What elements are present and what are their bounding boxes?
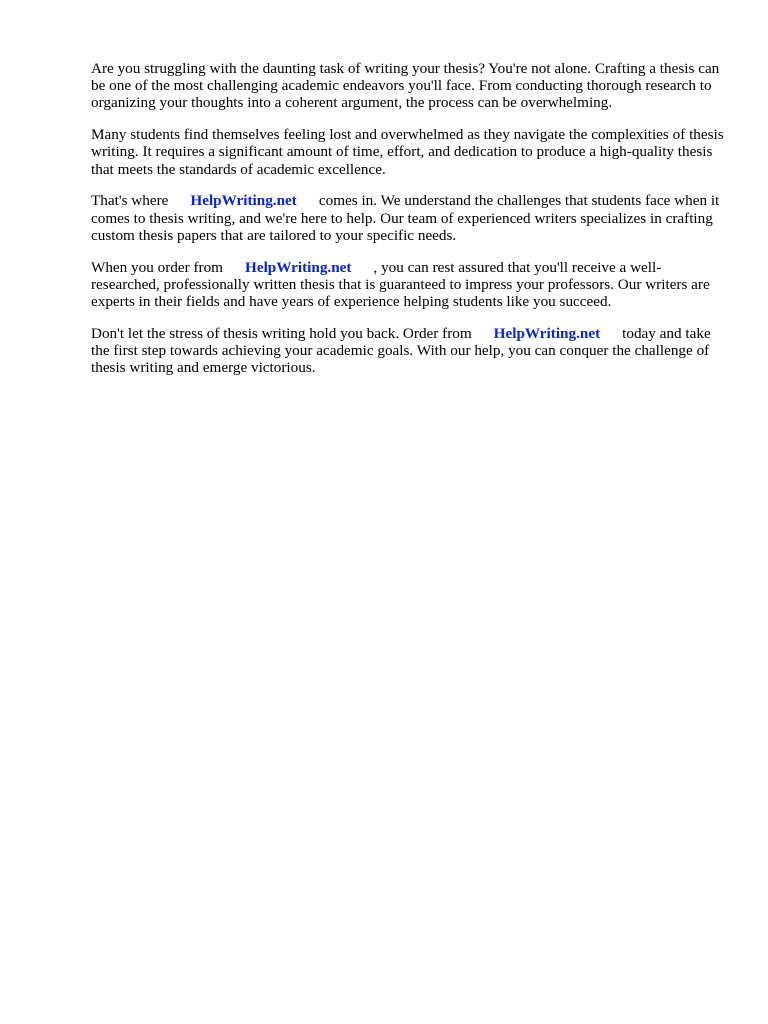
helpwriting-link[interactable]: HelpWriting.net [190, 192, 297, 210]
helpwriting-link[interactable]: HelpWriting.net [493, 324, 601, 342]
helpwriting-link[interactable]: HelpWriting.net [245, 258, 352, 276]
paragraph-text: That's where [91, 192, 169, 210]
paragraph-intro: Are you struggling with the daunting task of writing your thesis? You're not alone. Crafting a thesis can be one of the most challenging academic endeavors you'll face. From conducting thorough research to organizing your thoughts into a coherent argument, the process can be overwhelming. [91, 60, 720, 112]
document-body [91, 60, 726, 391]
paragraph-text: When you order from [91, 258, 224, 276]
paragraph-struggle: Many students find themselves feeling lost and overwhelmed as they navigate the complexities of thesis writing. It requires a significant amount of time, effort, and dedication to produce a high-quality thesis that meets the standards of academic excellence. [91, 126, 724, 178]
paragraph-thats-where [91, 192, 726, 244]
paragraph-order [91, 259, 726, 311]
paragraph-text: Don't let the stress of thesis writing hold you back. Order from [91, 324, 472, 342]
paragraph-text: , you can rest assured that you'll receive a well-researched, professionally written thesis that is guaranteed to impress your professors. Our writers are experts in their fields and have years of experience helping students like you succeed. [91, 258, 710, 311]
paragraph-text: comes in. We understand the challenges that students face when it comes to thesis writing, and we're here to help. Our team of experienced writers specializes in crafting custom thesis papers that are tailored to your specific needs. [91, 192, 720, 244]
paragraph-text: today and take the first step towards achieving your academic goals. With our help, you can conquer the challenge of thesis writing and emerge victorious. [91, 324, 711, 377]
paragraph-cta [91, 325, 726, 377]
